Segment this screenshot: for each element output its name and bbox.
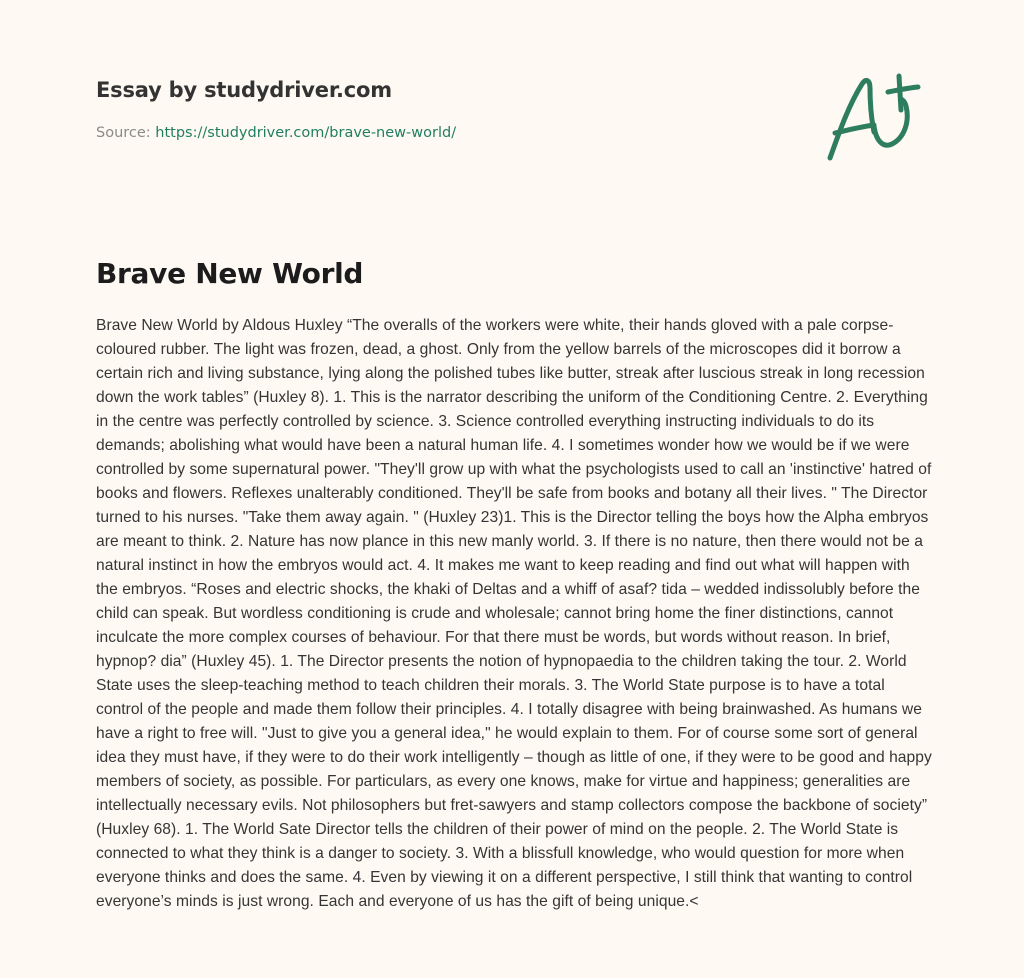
site-title: Essay by studydriver.com [96, 78, 392, 102]
source-line [96, 123, 928, 143]
document-body: Brave New World by Aldous Huxley “The overalls of the workers were white, their hands gloved with a pale corpse-coloured rubber. The light was frozen, dead, a ghost. Only from the yellow barrels of the microscopes did it borrow a certain rich and living substance, lying along the polished tubes like butter, streak after luscious streak in long recession down the work tables” (Huxley 8). 1. This is the narrator describing the uniform of the Conditioning Centre. 2. Everything in the centre was perfectly controlled by science. 3. Science controlled everything instructing individuals to do its demands; abolishing what would have been a natural human life. 4. I sometimes wonder how we would be if we were controlled by some supernatural power. "They'll grow up with what the psychologists used to call an 'instinctive' hatred of books and flowers. Reflexes unalterably conditioned. They'll be safe from books and botany all their lives. " The Director turned to his nurses. "Take them away again. " (Huxley 23)1. This is the Director telling the boys how the Alpha embryos are meant to think. 2. Nature has now plance in this new manly world. 3. If there is no nature, then there would not be a natural instinct in how the embryos would act. 4. It makes me want to keep reading and find out what will happen with the embryos. “Roses and electric shocks, the khaki of Deltas and a whiff of asaf? tida – wedded indissolubly before the child can speak. But wordless conditioning is crude and wholesale; cannot bring home the finer distinctions, cannot inculcate the more complex courses of behaviour. For that there must be words, but words without reason. In brief, hypnop? dia” (Huxley 45). 1. The Director presents the notion of hypnopaedia to the children taking the tour. 2. World State uses the sleep-teaching method to teach children their morals. 3. The World State purpose is to have a total control of the people and made them follow their principles. 4. I totally disagree with being brainwashed. As humans we have a right to free will. "Just to give you a general idea," he would explain to them. For of course some sort of general idea they must have, if they were to do their work intelligently – though as little of one, if they were to be good and happy members of society, as possible. For particulars, as every one knows, make for virtue and happiness; generalities are intellectually necessary evils. Not philosophers but fret-sawyers and stamp collectors compose the backbone of society” (Huxley 68). 1. The World Sate Director tells the children of their power of mind on the people. 2. The World State is connected to what they think is a danger to society. 3. With a blissfull knowledge, who would question for more when everyone thinks and does the same. 4. Even by viewing it on a different perspective, I still think that wanting to control everyone’s minds is just wrong. Each and everyone of us has the gift of being unique.< [96, 317, 932, 910]
source-link[interactable]: https://studydriver.com/brave-new-world/ [155, 125, 457, 141]
document-title: Brave New World [96, 257, 364, 290]
source-label: Source: [96, 125, 156, 141]
a-plus-grade-icon [820, 66, 930, 166]
page-header [96, 76, 928, 143]
